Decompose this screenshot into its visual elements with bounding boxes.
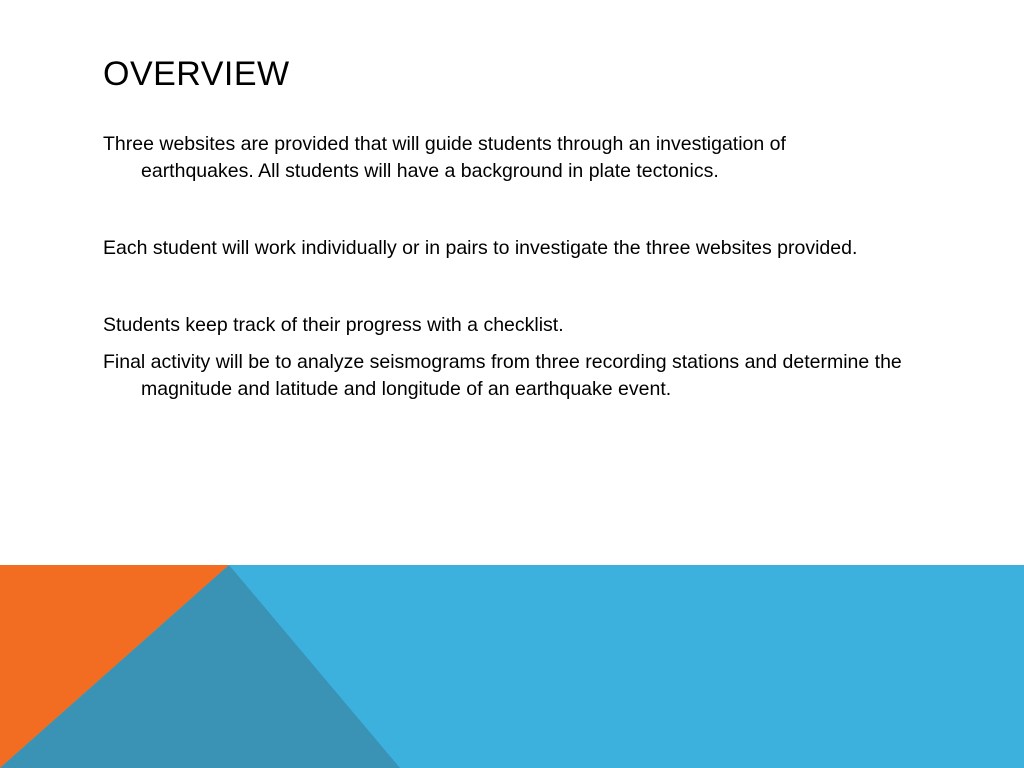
- paragraph-individual-work: Each student will work individually or in pairs to investigate the three websites provided.: [103, 237, 858, 259]
- paragraph-final-activity: Final activity will be to analyze seismograms from three recording stations and determine the magnitude and latitude and longitude of an earthquake event.: [103, 351, 902, 400]
- slide-body: [103, 131, 903, 403]
- paragraph-checklist: Students keep track of their progress with a checklist.: [103, 314, 564, 336]
- paragraph-websites: Three websites are provided that will guide students through an investigation of earthquakes. All students will have a background in plate tectonics.: [103, 133, 786, 182]
- slide-title: OVERVIEW: [103, 55, 290, 93]
- decorative-footer-shapes: [0, 565, 1024, 768]
